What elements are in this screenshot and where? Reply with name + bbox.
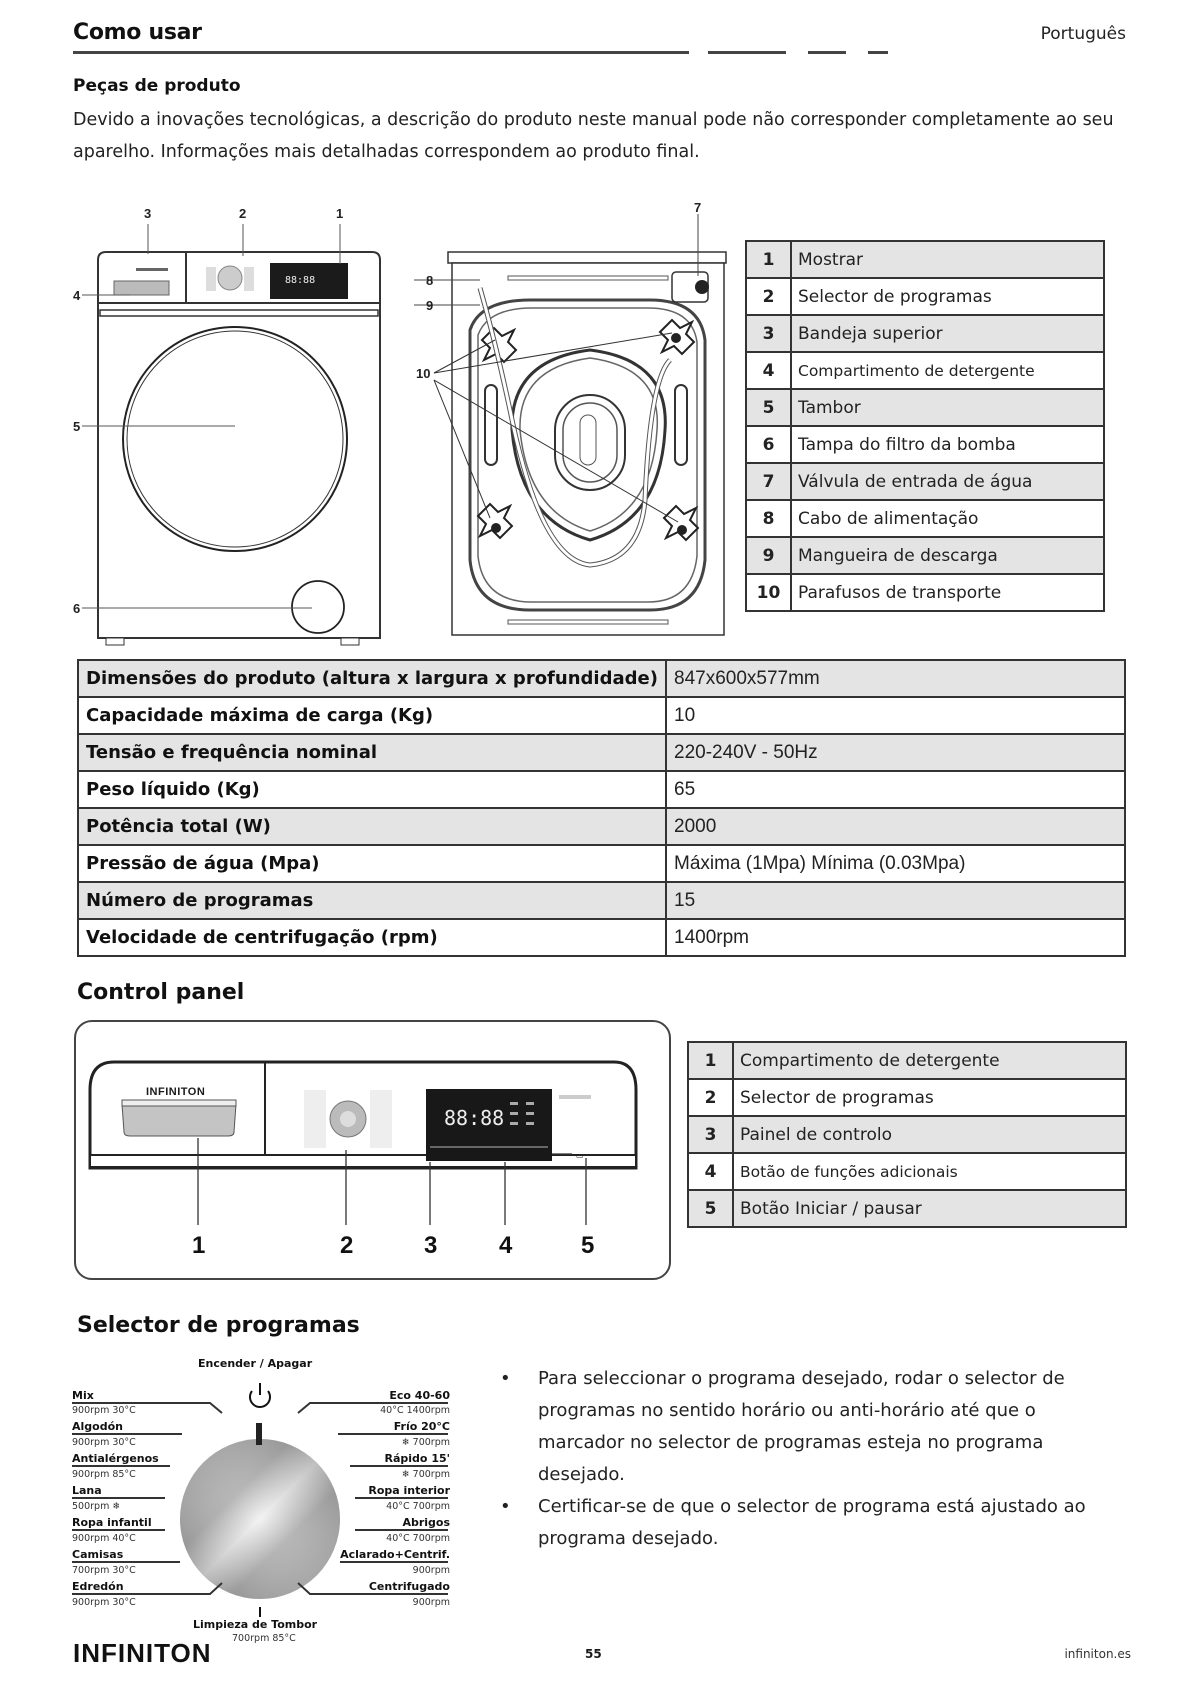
cp-row [688, 1116, 1126, 1153]
program-centrifugado: Centrifugado [368, 1580, 450, 1593]
program-eco-info: 40°C 1400rpm [380, 1405, 450, 1416]
control-panel-heading: Control panel [77, 980, 245, 1005]
spec-value: 1400rpm [666, 919, 1125, 956]
language-label: Português [1040, 24, 1126, 44]
spec-value: 15 [666, 882, 1125, 919]
program-eco-40-60: Eco 40-60 [389, 1389, 450, 1402]
page-number: 55 [585, 1647, 602, 1661]
program-rapido-15: Rápido 15' [384, 1452, 450, 1465]
part-number: 5 [746, 389, 791, 426]
washer-back-drawing [400, 200, 740, 640]
program-camisas-info: 700rpm 30°C [72, 1565, 136, 1576]
program-frio-20: Frío 20°C [393, 1420, 450, 1433]
program-ropa-interior-info: 40°C 700rpm [386, 1501, 450, 1512]
front-callout-6: 6 [73, 601, 81, 616]
spec-key: Tensão e frequência nominal [78, 734, 666, 771]
program-ropa-infantil: Ropa infantil [72, 1516, 152, 1529]
cp-item-label: Compartimento de detergente [733, 1042, 1126, 1079]
program-limpieza-info: 700rpm 85°C [232, 1633, 296, 1644]
part-label: Parafusos de transporte [791, 574, 1104, 611]
spec-key: Velocidade de centrifugação (rpm) [78, 919, 666, 956]
spec-row [78, 808, 1125, 845]
back-callout-10: 10 [416, 366, 431, 381]
parts-legend-table [745, 240, 1105, 612]
front-callout-2: 2 [239, 206, 247, 221]
cp-item-number: 1 [688, 1042, 733, 1079]
spec-row [78, 660, 1125, 697]
cp-row [688, 1190, 1126, 1227]
cp-row [688, 1042, 1126, 1079]
spec-row [78, 882, 1125, 919]
spec-value: 2000 [666, 808, 1125, 845]
header-rule-dash [868, 51, 888, 54]
parts-row [746, 315, 1104, 352]
page-section-title: Como usar [73, 20, 202, 45]
cp-item-label: Botão Iniciar / pausar [733, 1190, 1126, 1227]
part-number: 8 [746, 500, 791, 537]
specifications-table [77, 659, 1126, 957]
program-limpieza-tambor: Limpieza de Tombor [193, 1618, 318, 1631]
washer-front-drawing [60, 200, 400, 650]
part-number: 9 [746, 537, 791, 574]
control-panel-figure [74, 1020, 671, 1280]
part-number: 7 [746, 463, 791, 500]
instruction-item: • Certificar-se de que o selector de programa está ajustado ao programa desejado. [500, 1491, 1120, 1555]
cp-callout-3: 3 [424, 1232, 438, 1259]
spec-key: Potência total (W) [78, 808, 666, 845]
part-label: Tampa do filtro da bomba [791, 426, 1104, 463]
part-label: Selector de programas [791, 278, 1104, 315]
part-number: 2 [746, 278, 791, 315]
parts-row [746, 389, 1104, 426]
program-lana-info: 500rpm ❄ [72, 1501, 121, 1512]
part-number: 4 [746, 352, 791, 389]
program-centrifugado-info: 900rpm [412, 1597, 450, 1608]
header-rule-dash [708, 51, 786, 54]
program-mix-info: 900rpm 30°C [72, 1405, 136, 1416]
part-label: Tambor [791, 389, 1104, 426]
cp-callout-4: 4 [499, 1232, 513, 1259]
washer-front-figure [60, 200, 400, 650]
power-icon [250, 1383, 270, 1407]
program-dial-figure [70, 1355, 455, 1644]
parts-intro: Devido a inovações tecnológicas, a descrição do produto neste manual pode não corresponder completamente ao seu aparelho. Informações mais detalhadas correspondem ao produto final. [73, 110, 1114, 162]
part-label: Cabo de alimentação [791, 500, 1104, 537]
program-edredon: Edredón [72, 1580, 124, 1593]
selector-instructions [500, 1363, 1120, 1555]
cp-callout-1: 1 [192, 1232, 206, 1259]
parts-row [746, 537, 1104, 574]
program-aclarado-info: 900rpm [412, 1565, 450, 1576]
cp-item-number: 3 [688, 1116, 733, 1153]
svg-text:▭: ▭ [576, 1151, 584, 1160]
front-callout-4: 4 [73, 288, 81, 303]
spec-key: Capacidade máxima de carga (Kg) [78, 697, 666, 734]
part-number: 6 [746, 426, 791, 463]
program-antialergenos: Antialérgenos [72, 1452, 159, 1465]
spec-value: 220-240V - 50Hz [666, 734, 1125, 771]
parts-heading: Peças de produto [73, 76, 241, 96]
part-label: Compartimento de detergente [791, 352, 1104, 389]
spec-row [78, 734, 1125, 771]
program-abrigos-info: 40°C 700rpm [386, 1533, 450, 1544]
part-label: Mangueira de descarga [791, 537, 1104, 574]
spec-row [78, 919, 1125, 956]
cp-row [688, 1153, 1126, 1190]
cp-item-label: Botão de funções adicionais [733, 1153, 1126, 1190]
spec-value: Máxima (1Mpa) Mínima (0.03Mpa) [666, 845, 1125, 882]
back-callout-7: 7 [694, 200, 702, 215]
spec-value: 10 [666, 697, 1125, 734]
parts-row [746, 278, 1104, 315]
program-camisas: Camisas [72, 1548, 124, 1561]
back-callout-8: 8 [426, 273, 434, 288]
cp-callout-2: 2 [340, 1232, 354, 1259]
part-number: 3 [746, 315, 791, 352]
cp-row [688, 1079, 1126, 1116]
spec-key: Pressão de água (Mpa) [78, 845, 666, 882]
spec-row [78, 771, 1125, 808]
program-frio-info: ❄ 700rpm [401, 1437, 450, 1448]
front-callout-3: 3 [144, 206, 152, 221]
program-algodon-info: 900rpm 30°C [72, 1437, 136, 1448]
instruction-item: • Para seleccionar o programa desejado, rodar o selector de programas no sentido horário ou anti-horário até que o marcador no selector de programas esteja no programa desejado. [500, 1363, 1120, 1491]
program-antialergenos-info: 900rpm 85°C [72, 1469, 136, 1480]
cp-item-number: 4 [688, 1153, 733, 1190]
part-label: Mostrar [791, 241, 1104, 278]
program-mix: Mix [72, 1389, 94, 1402]
cp-item-label: Painel de controlo [733, 1116, 1126, 1153]
spec-key: Dimensões do produto (altura x largura x profundidade) [78, 660, 666, 697]
parts-row [746, 426, 1104, 463]
spec-row [78, 845, 1125, 882]
parts-row [746, 352, 1104, 389]
power-label: Encender / Apagar [198, 1357, 313, 1370]
spec-key: Número de programas [78, 882, 666, 919]
program-rapido-info: ❄ 700rpm [401, 1469, 450, 1480]
parts-row [746, 500, 1104, 537]
cp-item-label: Selector de programas [733, 1079, 1126, 1116]
parts-row [746, 463, 1104, 500]
cp-item-number: 2 [688, 1079, 733, 1116]
spec-key: Peso líquido (Kg) [78, 771, 666, 808]
spec-value: 65 [666, 771, 1125, 808]
cp-callout-5: 5 [581, 1232, 595, 1259]
panel-brand-logo: INFINITON [146, 1086, 206, 1098]
parts-row [746, 574, 1104, 611]
cp-item-number: 5 [688, 1190, 733, 1227]
program-edredon-info: 900rpm 30°C [72, 1597, 136, 1608]
program-abrigos: Abrigos [402, 1516, 450, 1529]
washer-back-figure [400, 200, 740, 640]
part-label: Válvula de entrada de água [791, 463, 1104, 500]
header-rule-dash [808, 51, 846, 54]
front-callout-1: 1 [336, 206, 344, 221]
footer-website: infiniton.es [1064, 1647, 1131, 1661]
back-callout-9: 9 [426, 298, 434, 313]
front-callout-5: 5 [73, 419, 81, 434]
part-number: 10 [746, 574, 791, 611]
selector-heading: Selector de programas [77, 1313, 360, 1338]
control-panel-legend-table [687, 1041, 1127, 1228]
program-aclarado-centrif: Aclarado+Centrif. [340, 1548, 450, 1561]
spec-row [78, 697, 1125, 734]
program-ropa-infantil-info: 900rpm 40°C [72, 1533, 136, 1544]
footer-brand-logo: INFINITON [73, 1638, 212, 1668]
program-lana: Lana [72, 1484, 102, 1497]
svg-text:88:88: 88:88 [444, 1106, 505, 1130]
program-algodon: Algodón [72, 1420, 123, 1433]
spec-value: 847x600x577mm [666, 660, 1125, 697]
parts-row [746, 241, 1104, 278]
part-label: Bandeja superior [791, 315, 1104, 352]
header-rule [73, 51, 689, 54]
svg-text:88:88: 88:88 [285, 275, 316, 286]
part-number: 1 [746, 241, 791, 278]
program-ropa-interior: Ropa interior [368, 1484, 450, 1497]
